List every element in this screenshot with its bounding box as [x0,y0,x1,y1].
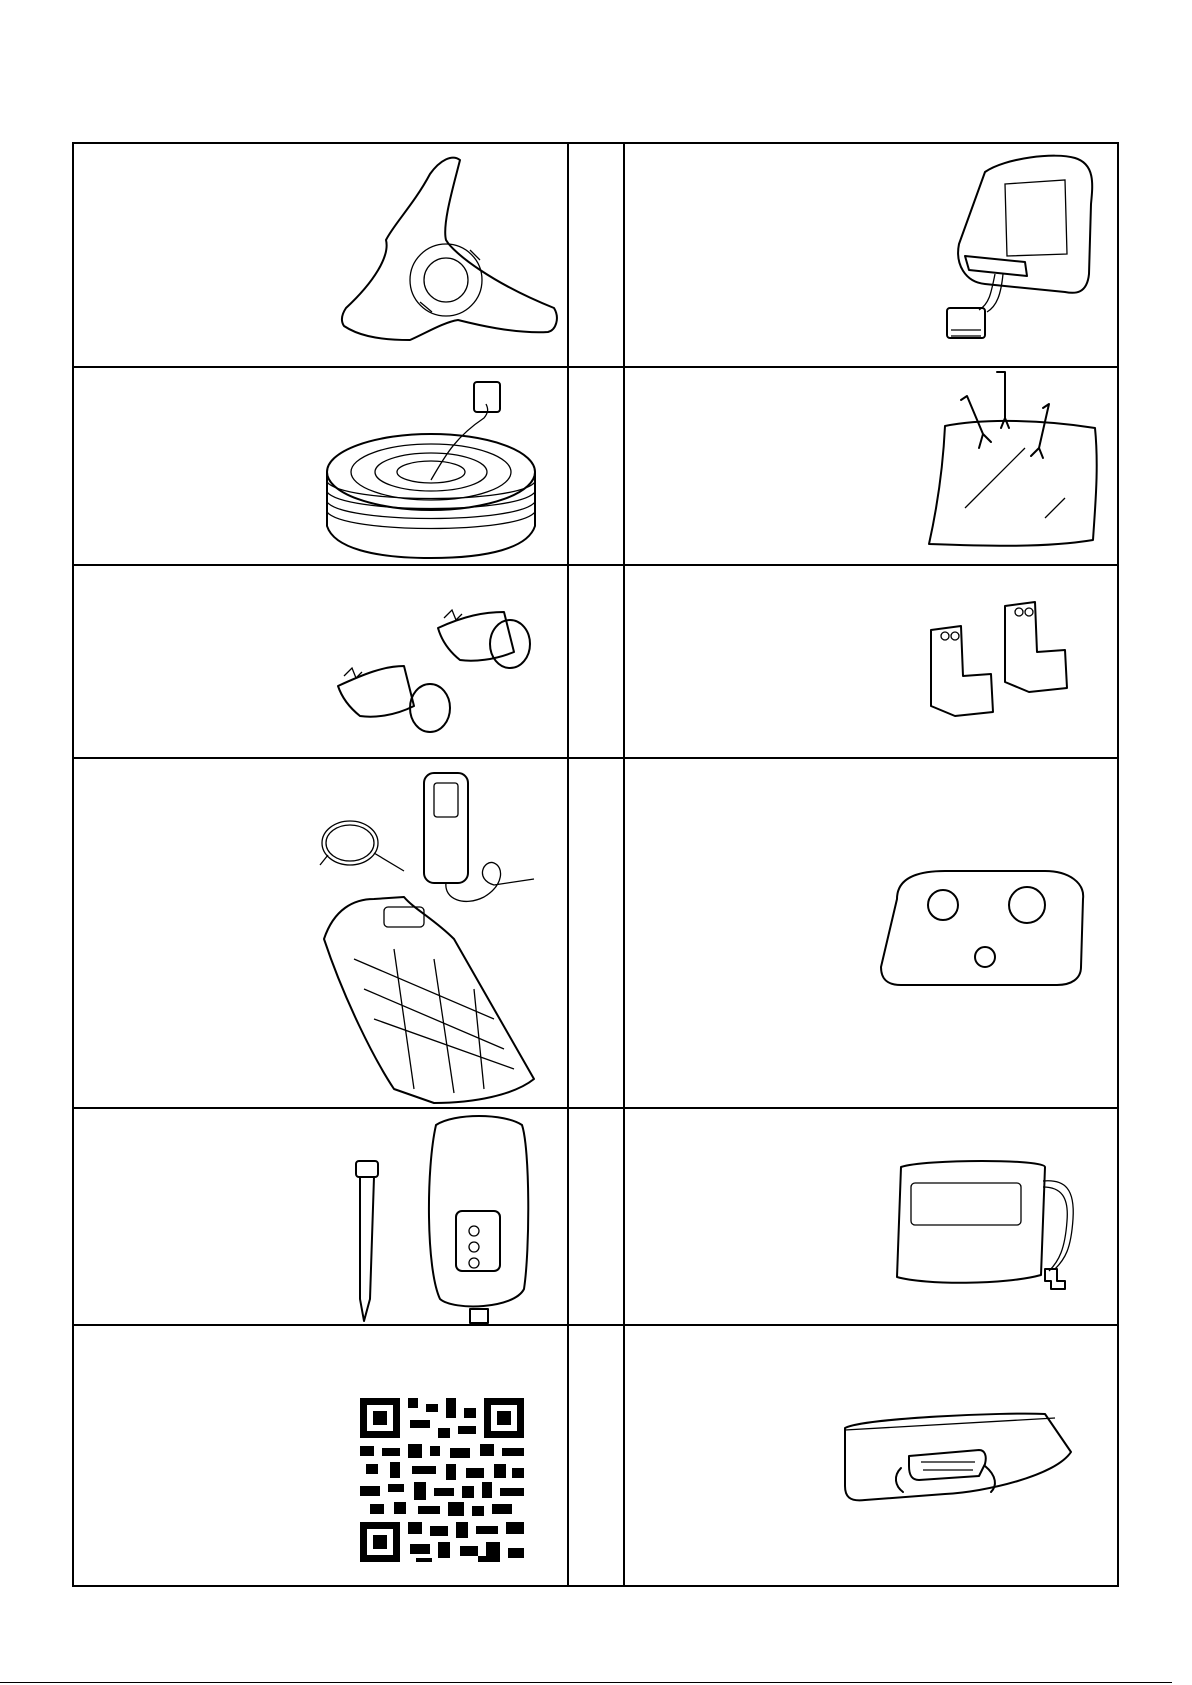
part-cell-connector-module [625,1326,1119,1587]
charging-station-kit-icon [74,759,567,1107]
connector-module-icon [625,1326,1119,1587]
qr-code-icon [74,1326,567,1587]
cutting-blade-icon [74,144,567,366]
part-cell-harness [625,144,1119,366]
wire-couplers-icon [74,566,567,757]
footer-rule [0,1682,1172,1683]
part-cell-peg-bag [625,368,1119,564]
part-cell-battery [625,1109,1119,1324]
part-cell-blade [74,144,567,366]
part-cell-qr [74,1326,567,1587]
wire-connectors-icon [625,566,1119,757]
part-cell-stake-body [74,1109,567,1324]
part-cell-wire-coil [74,368,567,564]
boundary-wire-coil-icon [74,368,567,564]
part-cell-label-plate [625,759,1119,1107]
stake-and-station-body-icon [74,1109,567,1324]
battery-pack-icon [625,1109,1119,1324]
part-cell-connectors [625,566,1119,757]
bag-of-pegs-icon [625,368,1119,564]
parts-table [72,142,1119,1587]
part-cell-charging-kit [74,759,567,1107]
label-plate-icon [625,759,1119,1107]
part-cell-couplers [74,566,567,757]
column-separator [567,144,569,1585]
wire-harness-connector-icon [625,144,1119,366]
